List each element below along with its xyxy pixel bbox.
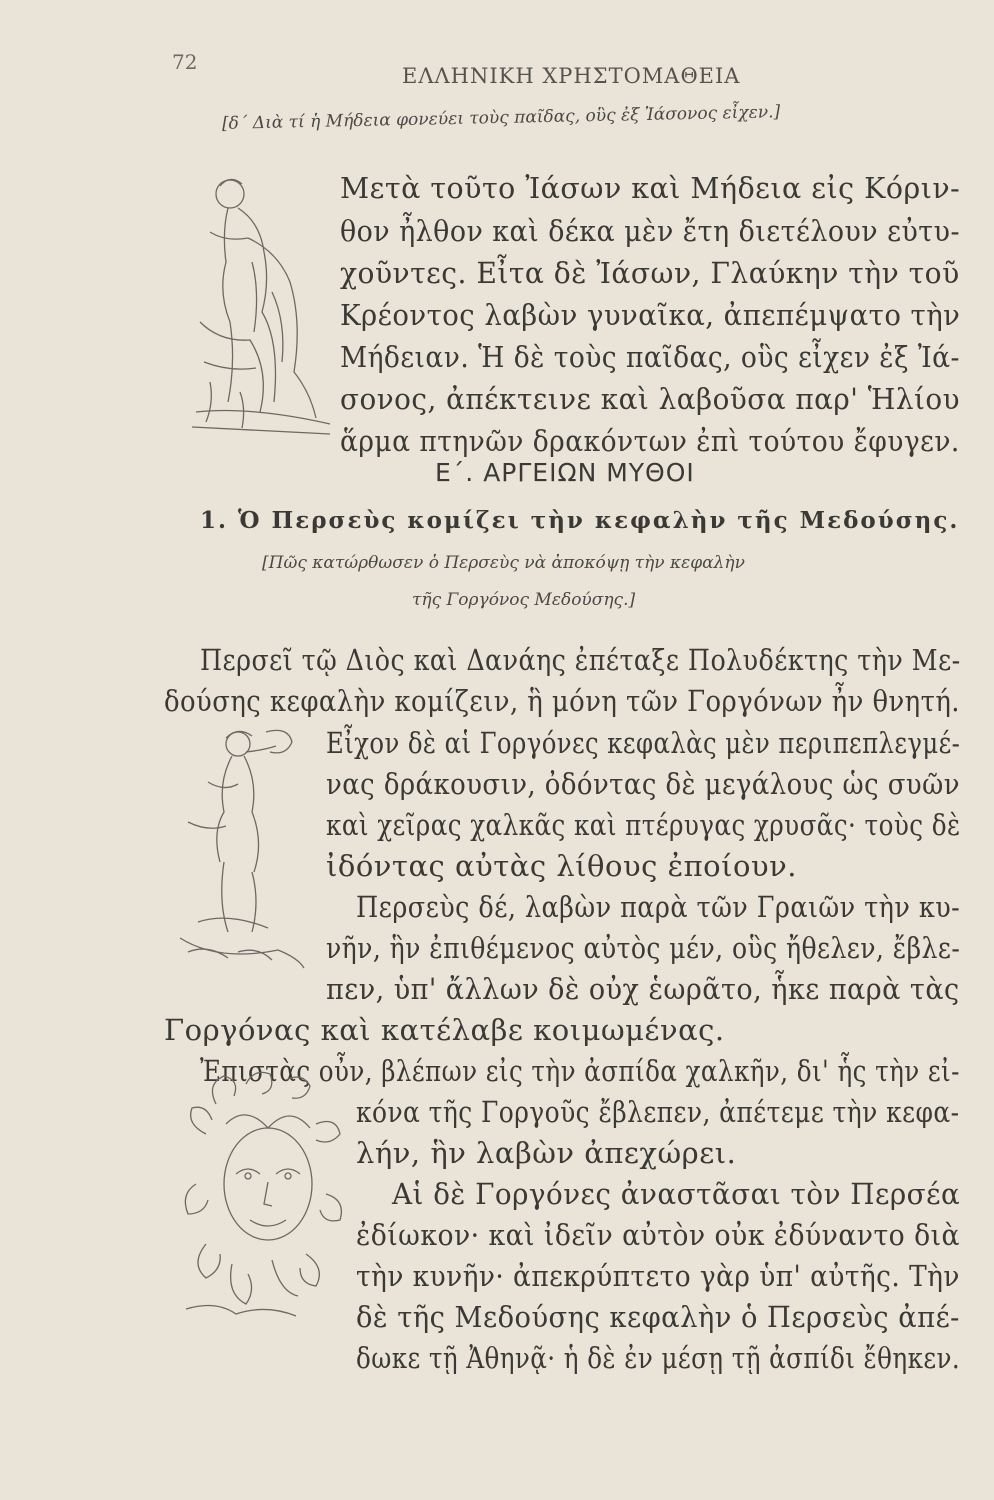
perseus-line-11: Ἐπιστὰς οὖν, βλέπων εἰς τὴν ἀσπίδα χαλκῆν, δι' ἧς τὴν εἰ- — [200, 1054, 960, 1088]
perseus-question-line-1: [Πῶς κατώρθωσεν ὁ Περσεὺς νὰ ἀποκόψῃ τὴν κεφαλὴν — [262, 553, 745, 573]
medea-line-3: χοῦντες. Εἶτα δὲ Ἰάσων, Γλαύκην τὴν τοῦ — [340, 256, 960, 290]
perseus-line-3: Εἶχον δὲ αἱ Γοργόνες κεφαλὰς μὲν περιπεπλεγμέ- — [326, 726, 961, 760]
perseus-line-13: λήν, ἣν λαβὼν ἀπεχώρει. — [356, 1136, 737, 1170]
medea-line-5: Μήδειαν. Ἡ δὲ τοὺς παῖδας, οὓς εἶχεν ἐξ Ἰά- — [340, 340, 960, 374]
section-heading: Ε΄. ΑΡΓΕΙΩΝ ΜΥΘΟΙ — [435, 458, 695, 487]
medea-question: [δ΄ Διὰ τί ἡ Μήδεια φονεύει τοὺς παῖδας, οὓς ἐξ Ἰάσονος εἶχεν.] — [221, 102, 781, 134]
medea-figure-illustration — [190, 172, 335, 440]
medea-line-1: Μετὰ τοῦτο Ἰάσων καὶ Μήδεια εἰς Κόριν- — [340, 171, 961, 205]
story-title: 1. Ὁ Περσεὺς κομίζει τὴν κεφαλὴν τῆς Μεδούσης. — [200, 507, 960, 534]
perseus-line-14: Αἱ δὲ Γοργόνες ἀναστᾶσαι τὸν Περσέα — [392, 1177, 961, 1211]
perseus-line-15: ἐδίωκον· καὶ ἰδεῖν αὐτὸν οὐκ ἐδύναντο διὰ — [356, 1218, 960, 1252]
perseus-line-18: δωκε τῇ Ἀθηνᾷ· ἡ δὲ ἐν μέσῃ τῇ ἀσπίδι ἔθηκεν. — [356, 1341, 961, 1375]
perseus-line-16: τὴν κυνῆν· ἀπεκρύπτετο γὰρ ὑπ' αὐτῆς. Τὴν — [356, 1259, 960, 1293]
perseus-line-5: καὶ χεῖρας χαλκᾶς καὶ πτέρυγας χρυσᾶς· τοὺς δὲ — [326, 808, 961, 842]
perseus-line-7: Περσεὺς δέ, λαβὼν παρὰ τῶν Γραιῶν τὴν κυ- — [356, 890, 961, 924]
perseus-line-2: δούσης κεφαλὴν κομίζειν, ἣ μόνη τῶν Γοργόνων ἦν θνητή. — [164, 684, 960, 718]
perseus-question-line-2: τῆς Γοργόνος Μεδούσης.] — [412, 590, 636, 610]
perseus-line-4: νας δράκουσιν, ὀδόντας δὲ μεγάλους ὡς συῶν — [326, 767, 960, 801]
perseus-line-12: κόνα τῆς Γοργοῦς ἔβλεπεν, ἀπέτεμε τὴν κεφα- — [356, 1095, 960, 1129]
running-title: ΕΛΛΗΝΙΚΗ ΧΡΗΣΤΟΜΑΘΕΙΑ — [402, 64, 741, 88]
perseus-line-8: νῆν, ἣν ἐπιθέμενος αὐτὸς μέν, οὓς ἤθελεν, ἔβλε- — [326, 931, 961, 965]
medea-line-7: ἅρμα πτηνῶν δρακόντων ἐπὶ τούτου ἔφυγεν. — [340, 424, 960, 458]
medea-line-4: Κρέοντος λαβὼν γυναῖκα, ἀπεπέμψατο τὴν — [340, 298, 961, 332]
perseus-line-10: Γοργόνας καὶ κατέλαβε κοιμωμένας. — [164, 1013, 725, 1047]
perseus-line-6: ἰδόντας αὐτὰς λίθους ἐποίουν. — [326, 849, 797, 883]
perseus-line-9: πεν, ὑπ' ἄλλων δὲ οὐχ ἑωρᾶτο, ἧκε παρὰ τὰς — [326, 972, 960, 1006]
perseus-line-1: Περσεῖ τῷ Διὸς καὶ Δανάης ἐπέταξε Πολυδέκτης τὴν Με- — [200, 643, 961, 677]
page-number: 72 — [172, 50, 198, 74]
medea-line-6: σονος, ἀπέκτεινε καὶ λαβοῦσα παρ' Ἡλίου — [340, 382, 961, 416]
perseus-figure-illustration — [168, 722, 308, 972]
medea-line-2: θον ἦλθον καὶ δέκα μὲν ἔτη διετέλουν εὐτυ- — [340, 214, 961, 248]
perseus-line-17: δὲ τῆς Μεδούσης κεφαλὴν ὁ Περσεὺς ἀπέ- — [356, 1300, 960, 1334]
medusa-head-illustration — [176, 1064, 351, 1326]
